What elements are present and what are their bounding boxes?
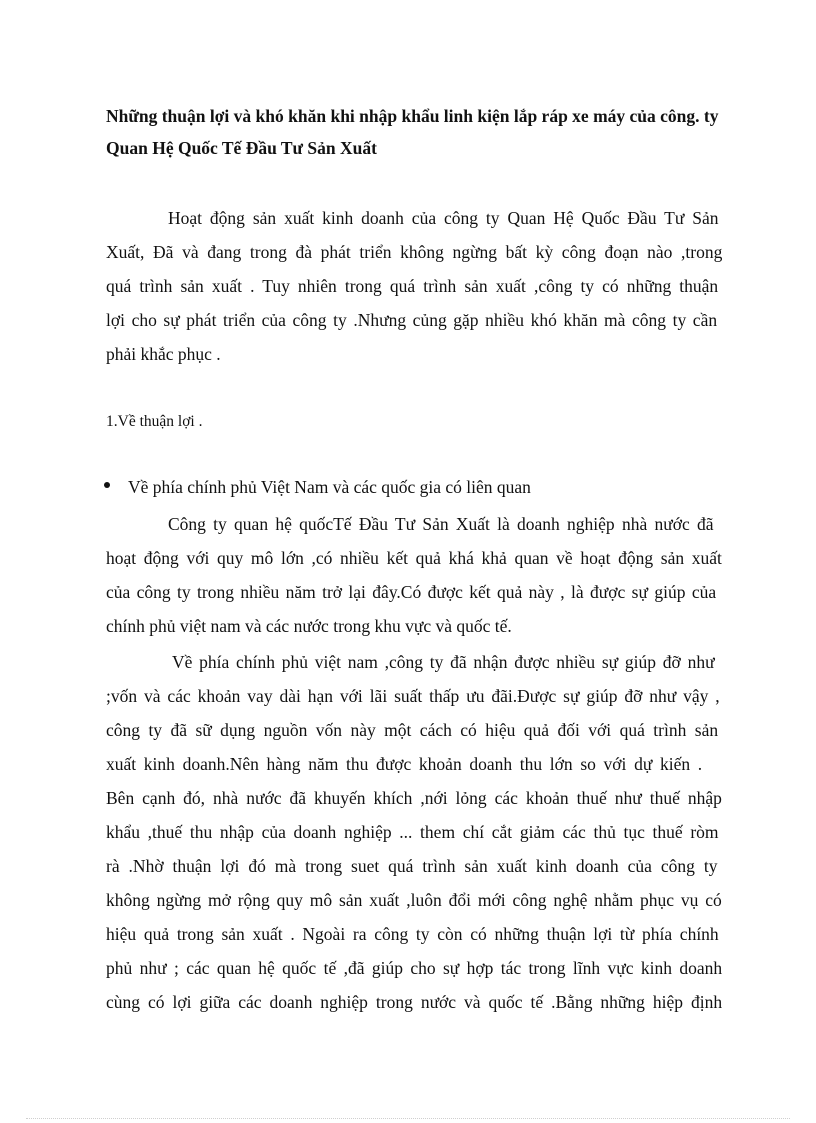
paragraph-line: khẩu ,thuế thu nhập của doanh nghiệp ... them chí cắt giảm các thủ tục thuế ròm (106, 822, 719, 842)
paragraph-line: Bên cạnh đó, nhà nước đã khuyến khích ,nới lỏng các khoản thuế như thuế nhập (106, 788, 722, 808)
paragraph-line: xuất kinh doanh.Nên hàng năm thu được khoản doanh thu lớn so với dự kiến . (106, 754, 703, 774)
paragraph-line: phủ như ; các quan hệ quốc tế ,đã giúp cho sự hợp tác trong lĩnh vực kinh doanh (106, 958, 723, 978)
section-heading: 1.Về thuận lợi . (106, 413, 203, 430)
paragraph-line: của công ty trong nhiều năm trở lại đây.Có được kết quả này , là được sự giúp của (106, 582, 717, 602)
intro-line: Hoạt động sản xuất kinh doanh của công ty Quan Hệ Quốc Đầu Tư Sản (168, 208, 719, 228)
bullet-icon (104, 482, 110, 488)
paragraph-line: hoạt động với quy mô lớn ,có nhiều kết quả khá khả quan về hoạt động sản xuất (106, 548, 722, 568)
intro-line: quá trình sản xuất . Tuy nhiên trong quá trình sản xuất ,công ty có những thuận (106, 276, 719, 296)
paragraph-line: Công ty quan hệ quốcTế Đầu Tư Sản Xuất là doanh nghiệp nhà nước đã (168, 514, 714, 534)
paragraph-line: ;vốn và các khoản vay dài hạn với lãi suất thấp ưu đãi.Được sự giúp đỡ như vậy , (106, 686, 720, 706)
bullet-heading: Về phía chính phủ Việt Nam và các quốc gia có liên quan (128, 477, 531, 497)
paragraph-line: hiệu quả trong sản xuất . Ngoài ra công ty còn có những thuận lợi từ phía chính (106, 924, 719, 944)
page-bottom-rule (26, 1118, 790, 1119)
paragraph-line: rà .Nhờ thuận lợi đó mà trong suet quá trình sản xuất kinh doanh của công ty (106, 856, 718, 876)
paragraph-line: công ty đã sữ dụng nguồn vốn này một cách có hiệu quả đối với quá trình sản (106, 720, 719, 740)
intro-line: Xuất, Đã và đang trong đà phát triển không ngừng bất kỳ công đoạn nào ,trong (106, 242, 723, 262)
paragraph-line: không ngừng mở rộng quy mô sản xuất ,luôn đổi mới công nghệ nhằm phục vụ có (106, 890, 722, 910)
paragraph-line: chính phủ việt nam và các nước trong khu vực và quốc tế. (106, 616, 512, 636)
paragraph-line: Về phía chính phủ việt nam ,công ty đã nhận được nhiều sự giúp đỡ như (172, 652, 715, 672)
intro-line: phải khắc phục . (106, 344, 221, 364)
intro-line: lợi cho sự phát triển của công ty .Nhưng củng gặp nhiều khó khăn mà công ty cần (106, 310, 718, 330)
paragraph-line: cùng có lợi giữa các doanh nghiệp trong nước và quốc tế .Bằng những hiệp định (106, 992, 723, 1012)
document-title: Những thuận lợi và khó khăn khi nhập khẩu linh kiện lắp ráp xe máy của công. ty Quan Hệ Quốc Tế Đầu Tư Sản Xuất (106, 106, 719, 158)
